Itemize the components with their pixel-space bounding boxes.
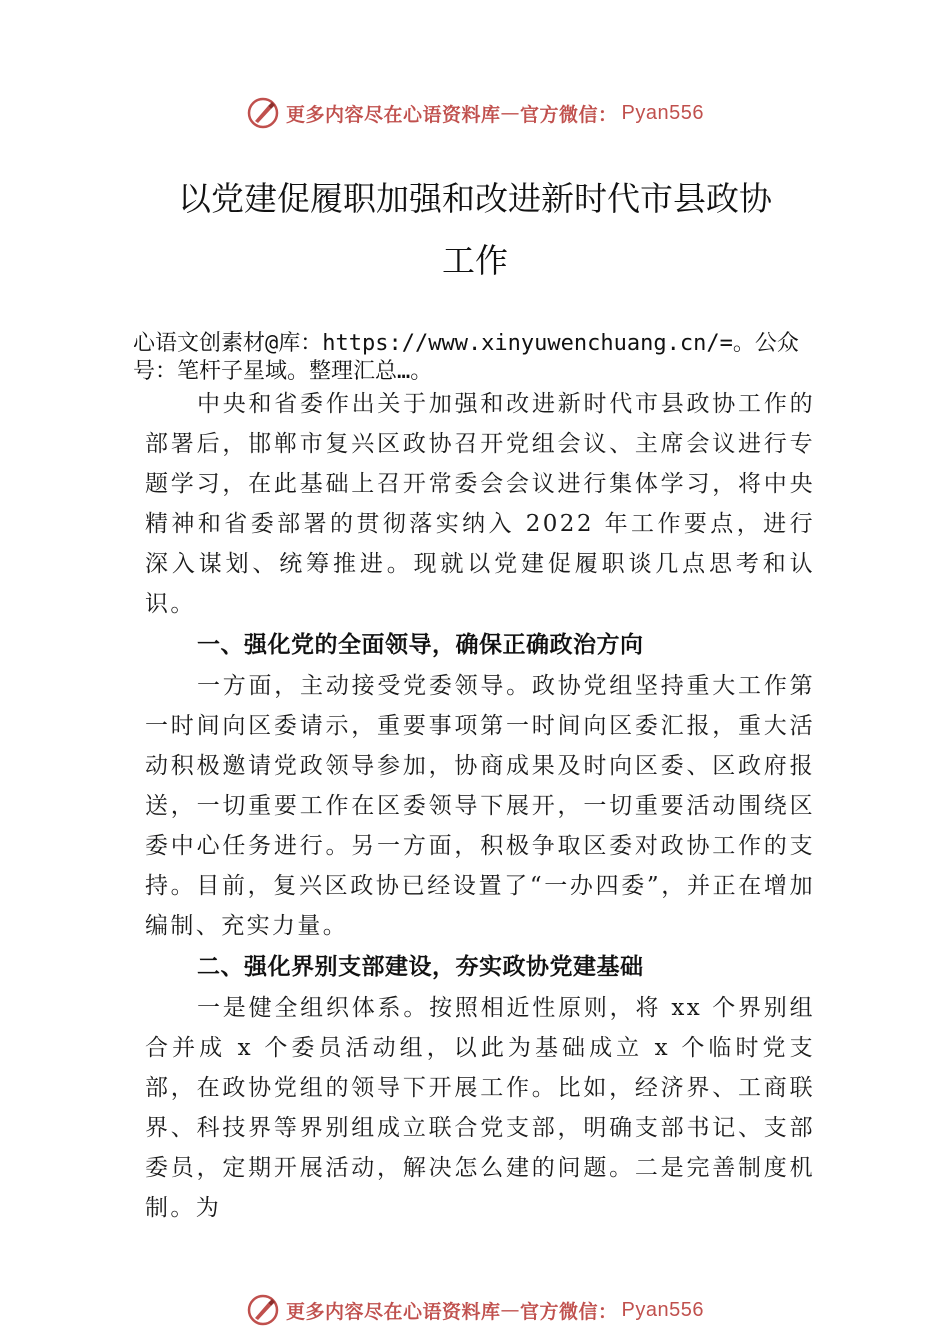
footer-banner bbox=[0, 1290, 950, 1330]
source-note bbox=[133, 330, 823, 386]
footer-wechat-id: Pyan556 bbox=[621, 1298, 704, 1321]
footer-dash: — bbox=[500, 1299, 521, 1321]
banner-dash: — bbox=[500, 102, 521, 124]
paragraph-1: 一方面，主动接受党委领导。政协党组坚持重大工作第一时间向区委请示，重要事项第一时间向区委汇报，重大活动积极邀请党政领导参加，协商成果及时向区委、区政府报送，一切重要工作在区委领导下展开，一切重要活动围绕区委中心任务进行。另一方面，积极争取区委对政协工作的支持。目前，复兴区政协已经设置了“一办四委”，并正在增加编制、充实力量。 bbox=[145, 673, 815, 939]
pen-logo-icon bbox=[246, 1293, 280, 1327]
section-heading-1: 一、强化党的全面领导，确保正确政治方向 bbox=[197, 632, 644, 658]
banner-wechat-label: 官方微信： bbox=[520, 103, 618, 126]
source-line-1: 心语文创素材@库：https://www.xinyuwenchuang.cn/=。公众 bbox=[133, 331, 799, 356]
banner-wechat-id: Pyan556 bbox=[621, 101, 704, 124]
document-body bbox=[145, 384, 815, 1228]
banner-main-text: 更多内容尽在心语资料库 bbox=[286, 103, 501, 126]
paragraph-2: 一是健全组织体系。按照相近性原则，将 xx 个界别组合并成 x 个委员活动组，以此为基础成立 x 个临时党支部，在政协党组的领导下开展工作。比如，经济界、工商联界、科技界等界别组成立联合党支部，明确支部书记、支部委员，定期开展活动，解决怎么建的问题。二是完善制度机制。为 bbox=[145, 995, 815, 1221]
footer-wechat-label: 官方微信： bbox=[520, 1300, 618, 1323]
section-heading-2: 二、强化界别支部建设，夯实政协党建基础 bbox=[197, 954, 644, 980]
document-title bbox=[145, 168, 805, 292]
header-banner bbox=[0, 93, 950, 133]
footer-main-text: 更多内容尽在心语资料库 bbox=[286, 1300, 501, 1323]
pen-logo-icon bbox=[246, 96, 280, 130]
title-line-2: 工作 bbox=[442, 241, 508, 280]
title-line-1: 以党建促履职加强和改进新时代市县政协 bbox=[178, 179, 772, 218]
paragraph-intro: 中央和省委作出关于加强和改进新时代市县政协工作的部署后，邯郸市复兴区政协召开党组会议、主席会议进行专题学习，在此基础上召开常委会会议进行集体学习，将中央精神和省委部署的贯彻落实纳入 2022 年工作要点，进行深入谋划、统筹推进。现就以党建促履职谈几点思考和认识。 bbox=[145, 391, 815, 617]
source-line-2: 号：笔杆子星域。整理汇总…。 bbox=[133, 359, 433, 384]
